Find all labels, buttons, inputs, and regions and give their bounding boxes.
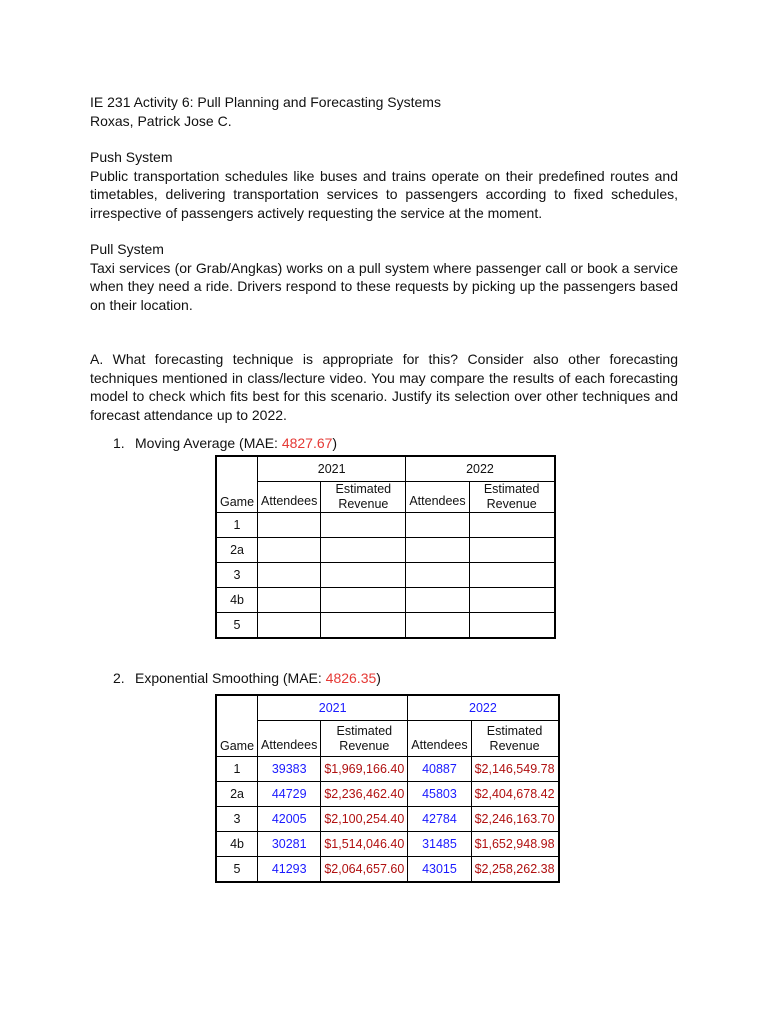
table-row: 4b — [216, 588, 555, 613]
table-row: 3 42005 $2,100,254.40 42784 $2,246,163.70 — [216, 807, 559, 832]
attendees-header: Attendees — [408, 721, 471, 757]
estimated-revenue-header: Estimated Revenue — [471, 721, 558, 757]
item-number: 1. — [113, 435, 125, 451]
push-system-paragraph: Public transportation schedules like buses and trains operate on their predefined routes and timetables, delivering transportation services to passengers according to fixed schedules, irrespective of passengers actively requesting the service at the moment. — [90, 167, 678, 221]
table-row: 4b 30281 $1,514,046.40 31485 $1,652,948.98 — [216, 832, 559, 857]
game-header: Game — [216, 456, 258, 513]
moving-average-label: Moving Average (MAE: — [135, 435, 282, 451]
document-title: IE 231 Activity 6: Pull Planning and Forecasting Systems — [90, 94, 441, 110]
pull-system-paragraph: Taxi services (or Grab/Angkas) works on a pull system where passenger call or book a service when they need a ride. Drivers respond to these requests by picking up the passengers based on their location. — [90, 259, 678, 313]
author-name: Roxas, Patrick Jose C. — [90, 112, 232, 129]
document-body — [90, 93, 678, 453]
moving-average-table — [215, 455, 556, 639]
year-2021-header: 2021 — [258, 695, 408, 721]
table-row: 3 — [216, 563, 555, 588]
paren-close: ) — [376, 670, 381, 686]
exponential-smoothing-table — [215, 694, 560, 883]
paren-close: ) — [332, 435, 338, 451]
estimated-revenue-header: Estimated Revenue — [321, 721, 408, 757]
push-system-heading: Push System — [90, 149, 173, 165]
estimated-revenue-header: Estimated Revenue — [469, 482, 555, 513]
table-row: 2a 44729 $2,236,462.40 45803 $2,404,678.42 — [216, 782, 559, 807]
pull-system-heading: Pull System — [90, 241, 164, 257]
table-row: 1 — [216, 513, 555, 538]
attendees-header: Attendees — [406, 482, 469, 513]
year-2021-header: 2021 — [258, 456, 406, 482]
estimated-revenue-header: Estimated Revenue — [321, 482, 406, 513]
table-row: 1 39383 $1,969,166.40 40887 $2,146,549.78 — [216, 757, 559, 782]
year-2022-header: 2022 — [406, 456, 555, 482]
moving-average-mae: 4827.67 — [281, 435, 333, 451]
table-row: 5 41293 $2,064,657.60 43015 $2,258,262.38 — [216, 857, 559, 883]
item-number: 2. — [113, 670, 125, 686]
game-header: Game — [216, 695, 258, 757]
exponential-smoothing-item — [90, 669, 723, 688]
year-2022-header: 2022 — [408, 695, 559, 721]
moving-average-item — [90, 434, 678, 453]
attendees-header: Attendees — [258, 482, 321, 513]
exponential-smoothing-mae: 4826.35 — [325, 670, 377, 686]
question-a: A. What forecasting technique is appropriate for this? Consider also other forecasting techniques mentioned in class/lecture video. You may compare the results of each forecasting model to check which fits best for this scenario. Justify its selection over other techniques and forecast attendance up to 2022. — [90, 351, 678, 423]
attendees-header: Attendees — [258, 721, 321, 757]
exponential-smoothing-label: Exponential Smoothing (MAE: — [135, 670, 326, 686]
table-row: 2a — [216, 538, 555, 563]
table-row: 5 — [216, 613, 555, 639]
